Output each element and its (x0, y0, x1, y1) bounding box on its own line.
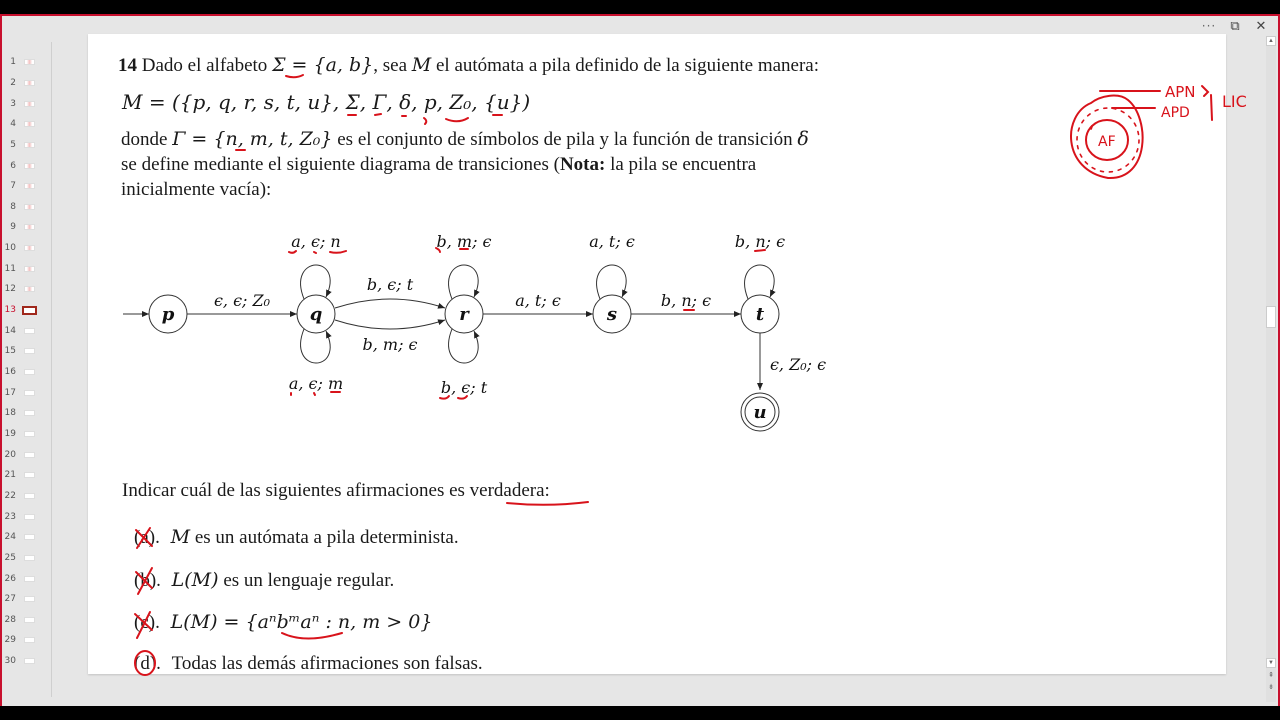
thumbnail-number: 4 (10, 119, 16, 130)
restore-icon[interactable]: ⧉ (1230, 18, 1240, 34)
transition-label: b, n; ϵ (734, 232, 786, 251)
intro-text-c: el autómata a pila definido de la siguiente manera: (435, 55, 819, 76)
svg-text:s: s (606, 304, 618, 325)
close-button[interactable]: ✕ (1255, 18, 1267, 34)
scroll-up-button[interactable]: ▲ (1266, 36, 1276, 46)
transition-label: a, t; ϵ (589, 232, 635, 251)
transition-label: b, ϵ; t (440, 378, 488, 397)
more-options-button[interactable]: ··· (1201, 19, 1217, 33)
option-text: es un lenguaje regular. (223, 570, 395, 591)
venn-af-label: AF (1098, 134, 1116, 150)
thumbnail-number: 18 (4, 408, 16, 419)
venn-apn-label: APN (1165, 83, 1196, 101)
intro-text-b: , sea (373, 55, 408, 76)
transition-label: b, m; ϵ (436, 232, 492, 251)
next-page-button[interactable]: ⇟ (1268, 683, 1274, 691)
thumbnail-number: 28 (4, 614, 16, 625)
stack-alphabet-def: Γ = {n, m, t, Z₀} (172, 128, 333, 150)
thumbnail-number: 15 (4, 346, 16, 357)
thumbnail-number: 5 (10, 139, 16, 150)
thumbnail-number: 21 (4, 470, 16, 481)
thumbnail-number: 13 (4, 305, 16, 316)
thumbnail-number: 2 (10, 77, 16, 88)
thumbnail-number: 29 (4, 635, 16, 646)
thumbnail-number: 22 (4, 490, 16, 501)
svg-text:r: r (459, 304, 469, 325)
thumbnail-number: 14 (4, 325, 16, 336)
transition-label: b, n; ϵ (660, 291, 712, 310)
state-u (741, 393, 779, 431)
automaton-symbol: M (411, 54, 432, 76)
state-t (741, 295, 779, 333)
option-text: Todas las demás afirmaciones son falsas. (171, 653, 483, 674)
state-p (149, 295, 187, 333)
thumbnail-number: 30 (4, 656, 16, 667)
thumbnail-number: 8 (10, 201, 16, 212)
svg-text:q: q (309, 304, 323, 325)
thumbnail-number: 1 (10, 57, 16, 68)
transition-label: a, ϵ; n (291, 232, 341, 251)
transition-label: ϵ, ϵ; Z₀ (213, 291, 271, 310)
thumbnail-number: 19 (4, 428, 16, 439)
option-math: M (170, 526, 191, 548)
thumbnail-number: 11 (4, 263, 16, 274)
text: se define mediante el siguiente diagrama de transiciones ( (121, 154, 560, 175)
transition-label: ϵ, Z₀; ϵ (769, 355, 827, 374)
transition-label: b, m; ϵ (362, 335, 418, 354)
problem-line-5: inicialmente vacía): (121, 179, 272, 200)
delta-symbol: δ (797, 128, 809, 150)
thumbnail-number: 9 (10, 222, 16, 233)
thumbnail-number: 24 (4, 532, 16, 543)
transition-label: b, ϵ; t (366, 275, 414, 294)
svg-text:t: t (755, 304, 765, 325)
option-text: es un autómata a pila determinista. (194, 527, 459, 548)
text: donde (121, 129, 168, 150)
svg-text:u: u (753, 402, 767, 423)
thumbnail-number: 12 (4, 284, 16, 295)
note-label: Nota: (559, 154, 606, 175)
thumbnail-number: 7 (10, 181, 16, 192)
thumbnail-number: 26 (4, 573, 16, 584)
svg-text:p: p (161, 304, 175, 325)
automaton-tuple: M = ({p, q, r, s, t, u}, Σ, Γ, δ, p, Z₀, {u}) (122, 90, 531, 114)
thumbnail-number: 16 (4, 367, 16, 378)
thumbnail-number: 6 (10, 160, 16, 171)
alphabet-def: Σ = {a, b} (272, 54, 374, 76)
state-s (593, 295, 631, 333)
prompt-text: Indicar cuál de las siguientes afirmaciones es (122, 480, 465, 501)
transition-label: a, ϵ; m (288, 374, 344, 393)
option-letter: (b). (134, 570, 161, 591)
prompt-emphasis: verdadera: (469, 480, 550, 501)
text: la pila se encuentra (610, 154, 757, 175)
state-q (297, 295, 335, 333)
venn-lic-label: LIC (1222, 92, 1247, 111)
thumbnail-number: 17 (4, 387, 16, 398)
option-math: L(M) (171, 569, 219, 591)
scroll-down-button[interactable]: ▼ (1266, 658, 1276, 668)
thumbnail-number: 27 (4, 594, 16, 605)
option-letter: (d). (134, 653, 161, 674)
thumbnail-number: 25 (4, 552, 16, 563)
problem-number: 14 (118, 55, 137, 76)
previous-page-button[interactable]: ⇞ (1268, 671, 1274, 679)
state-r (445, 295, 483, 333)
intro-text: Dado el alfabeto (141, 55, 268, 76)
option-letter: (c). (134, 612, 160, 633)
text: es el conjunto de símbolos de pila y la función de transición (337, 129, 793, 150)
thumbnail-number: 3 (10, 98, 16, 109)
thumbnail-number: 23 (4, 511, 16, 522)
option-math: L(M) = {aⁿbᵐaⁿ : n, m > 0} (170, 611, 433, 633)
thumbnail-number: 10 (4, 243, 16, 254)
option-letter: (a). (134, 527, 160, 548)
thumbnail-number: 20 (4, 449, 16, 460)
venn-apd-label: APD (1161, 105, 1190, 121)
transition-label: a, t; ϵ (515, 291, 561, 310)
